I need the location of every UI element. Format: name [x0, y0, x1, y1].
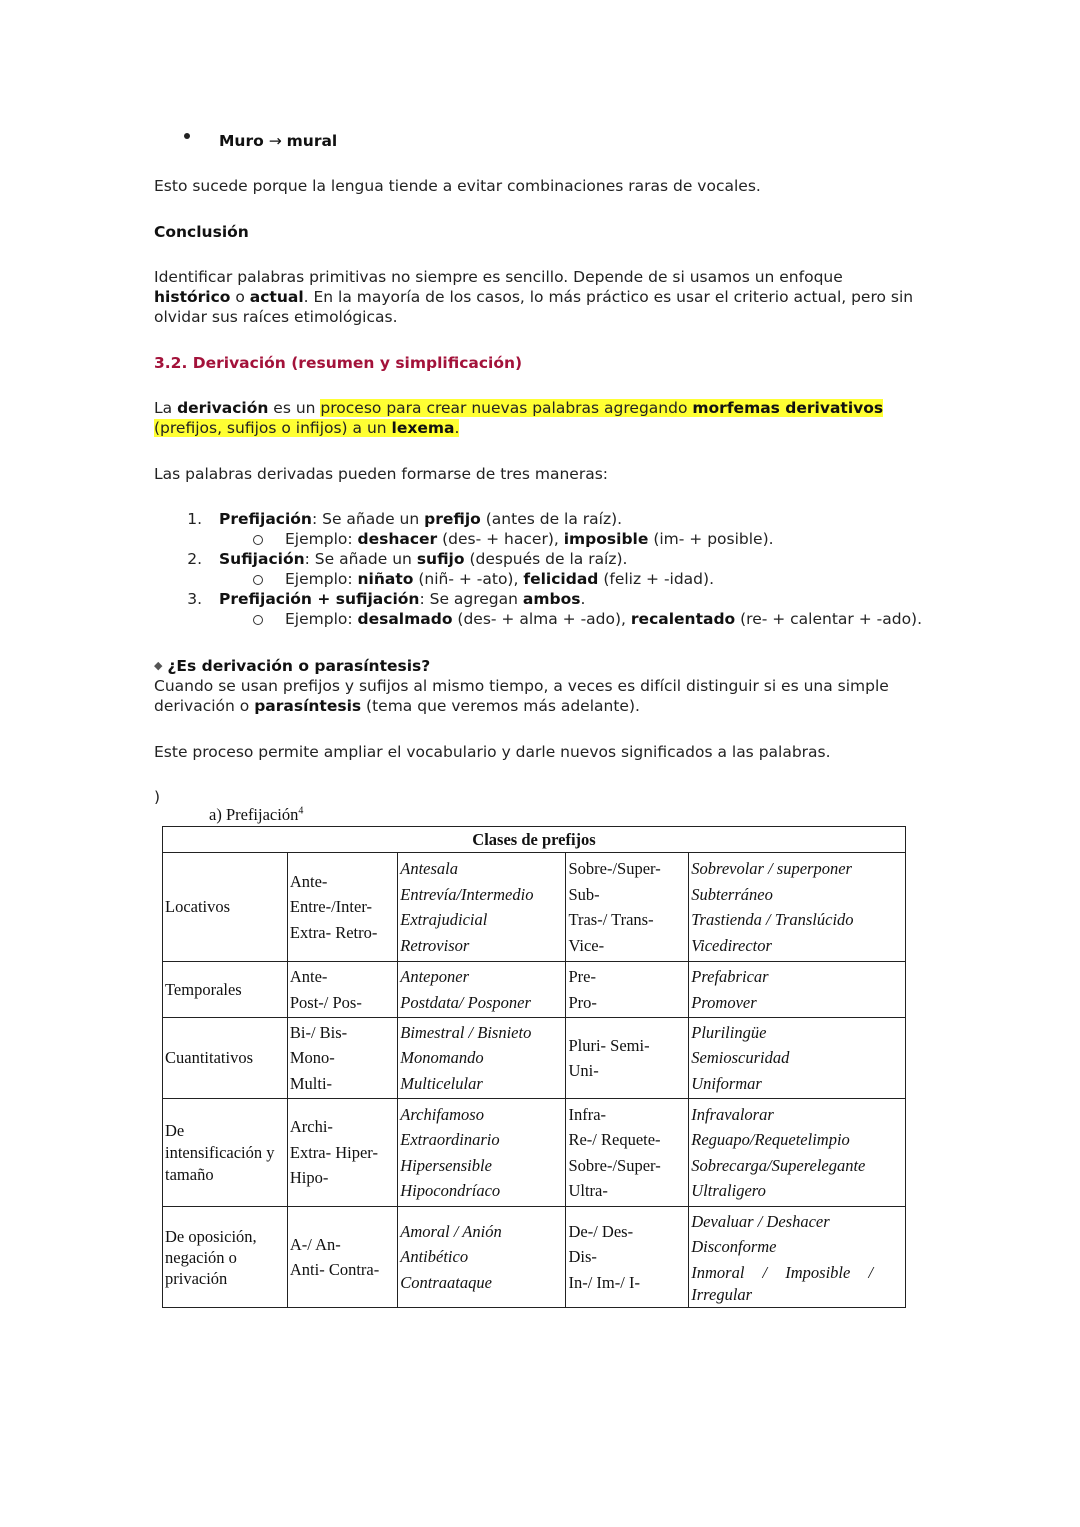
example-cell: Archifamoso Extraordinario Hipersensible Hipocondríaco — [398, 1099, 566, 1207]
diamond-icon: ◆ — [154, 659, 163, 672]
example-cell: Antesala Entrevía/Intermedio Extrajudicial Retrovisor — [398, 853, 566, 962]
prefix-cell: Sobre-/Super- Sub- Tras-/ Trans- Vice- — [566, 853, 689, 962]
example-cell: Bimestral / Bisnieto Monomando Multicelular — [398, 1018, 566, 1099]
stray-parenthesis: ) — [154, 788, 161, 806]
example-cell: Amoral / Anión Antibético Contraataque — [398, 1207, 566, 1308]
derivation-definition: La derivación es un proceso para crear nuevas palabras agregando morfemas derivativos (prefijos, sufijos o infijos) a un lexema. — [154, 399, 884, 437]
category-cell: Cuantitativos — [163, 1018, 288, 1099]
document-page: Muro → mural Esto sucede porque la lengua tiende a evitar combinaciones raras de vocales. Conclusión Identificar palabras primitivas no siempre es sencillo. Depende de si usamos un enfoque histórico o actual. En la mayoría de los casos, lo más práctico es usar el criterio actual, pero sin olvidar sus raíces etimológicas. 3.2. Derivación (resumen y simplificación) La derivación es un proceso para crear nuevas palabras agregando morfemas derivativos (prefijos, sufijos o infijos) a un lexema. Las palabras derivadas pueden formarse de tres maneras: 1. Prefijación: Se añade un prefijo (antes de la raíz). Ejemplo: deshacer (des- + hacer), imposible (im- + posible). 2. Sufijación: Se añade un sufijo (después de la raíz). Ejemplo: niñato (niñ- + -ato), felicidad (feliz + -idad). 3. Prefijación + sufijación: Se agregan ambos. Ejemplo: desalmado (des- + alma + -ado), recalentado (re- + calentar + -ado). ◆ ¿Es derivación o parasíntesis? Cuando se usan prefijos y sufijos al mismo tiempo, a veces es difícil distinguir si es una simple derivación o parasíntesis (tema que veremos más adelante). Este proceso permite ampliar el vocabulario y darle nuevos significados a las palabras. ) a) Prefijación$^4$ Clases de prefijos Locativos Ante- Entre-/Inter- Extra- Retro- Antesala Entrevía/Intermedio Extrajudicial Retrovisor Sobre-/Super- Sub- Tras-/ Trans- Vice- Sobrevolar / superponer Subterráneo Trastienda / Translúcido Vicedirector Temporales Ante- Post-/ Pos- Anteponer Postdata/ Posponer Pre- Pro- Prefabricar Promover Cuantitativos Bi-/ Bis- Mono- Multi- Bimestral / Bisnieto Monomando Multicelular Pluri- Semi- Uni- Plurilingüe Semioscuridad Uniformar De intensificación y tamaño Archi- Extra- Hiper- Hipo- Archifamoso Extraordinario Hipersensible Hipocondríaco Infra- Re-/ Requete- Sobre-/Super- Ultra- Infravalorar Reguapo/Requetelimpio Sobrecarga/Superelegante Ultraligero De oposición, negación o privación A-/ An- Anti- Contra- Amoral / Anión Antibético Contraataque De-/ Des- Dis- In-/ Im-/ I- Devaluar / Deshacer Disconforme Inmoral / Imposible / Irregular — [0, 0, 1080, 1527]
bullet-word: Muro — [219, 132, 264, 150]
circle-bullet-icon — [253, 535, 263, 545]
table-header-row — [163, 827, 906, 853]
bullet-muro-mural — [219, 131, 337, 151]
prefix-cell: Infra- Re-/ Requete- Sobre-/Super- Ultra- — [566, 1099, 689, 1207]
example-cell: Plurilingüe Semioscuridad Uniformar — [689, 1018, 906, 1099]
bullet-derived-word: mural — [286, 132, 338, 150]
conclusion-heading: Conclusión — [154, 223, 249, 241]
closing-paragraph: Este proceso permite ampliar el vocabulario y darle nuevos significados a las palabras. — [154, 743, 831, 761]
prefix-cell: Archi- Extra- Hiper- Hipo- — [287, 1099, 397, 1207]
example-cell: Anteponer Postdata/ Posponer — [398, 962, 566, 1018]
prefix-cell: Pre- Pro- — [566, 962, 689, 1018]
circle-bullet-icon — [253, 615, 263, 625]
table-caption: a) Prefijación$^4$ — [209, 805, 304, 824]
prefix-cell: Ante- Entre-/Inter- Extra- Retro- — [287, 853, 397, 962]
prefix-cell: Bi-/ Bis- Mono- Multi- — [287, 1018, 397, 1099]
prefix-classes-table — [162, 826, 906, 1308]
category-cell: Temporales — [163, 962, 288, 1018]
bullet-dot-icon — [184, 133, 190, 139]
example-cell: Devaluar / Deshacer Disconforme Inmoral / Imposible / Irregular — [689, 1207, 906, 1308]
circle-bullet-icon — [253, 575, 263, 585]
category-cell: De oposición, negación o privación — [163, 1207, 288, 1308]
prefix-cell: Ante- Post-/ Pos- — [287, 962, 397, 1018]
table-row — [163, 962, 906, 1018]
example-cell: Sobrevolar / superponer Subterráneo Trastienda / Translúcido Vicedirector — [689, 853, 906, 962]
parasynthesis-paragraph: Cuando se usan prefijos y sufijos al mismo tiempo, a veces es difícil distinguir si es una simple derivación o parasíntesis (tema que veremos más adelante). — [154, 677, 889, 715]
category-cell: Locativos — [163, 853, 288, 962]
table-row — [163, 1018, 906, 1099]
example-cell: Prefabricar Promover — [689, 962, 906, 1018]
prefix-cell: Pluri- Semi- Uni- — [566, 1018, 689, 1099]
prefix-cell: De-/ Des- Dis- In-/ Im-/ I- — [566, 1207, 689, 1308]
section-heading: 3.2. Derivación (resumen y simplificación) — [154, 354, 523, 372]
category-cell: De intensificación y tamaño — [163, 1099, 288, 1207]
example-cell: Infravalorar Reguapo/Requetelimpio Sobrecarga/Superelegante Ultraligero — [689, 1099, 906, 1207]
ways-intro: Las palabras derivadas pueden formarse de tres maneras: — [154, 465, 609, 483]
table-row — [163, 853, 906, 962]
paragraph-vowels: Esto sucede porque la lengua tiende a evitar combinaciones raras de vocales. — [154, 177, 761, 195]
prefix-cell: A-/ An- Anti- Contra- — [287, 1207, 397, 1308]
parasynthesis-heading: ◆ ¿Es derivación o parasíntesis? — [154, 657, 431, 675]
table-header: Clases de prefijos — [163, 827, 906, 853]
arrow-icon: → — [268, 132, 282, 150]
conclusion-paragraph: Identificar palabras primitivas no siempre es sencillo. Depende de si usamos un enfoque histórico o actual. En la mayoría de los casos, lo más práctico es usar el criterio actual, pero sin olvidar sus raíces etimológicas. — [154, 268, 914, 326]
table-row — [163, 1207, 906, 1308]
table-row — [163, 1099, 906, 1207]
